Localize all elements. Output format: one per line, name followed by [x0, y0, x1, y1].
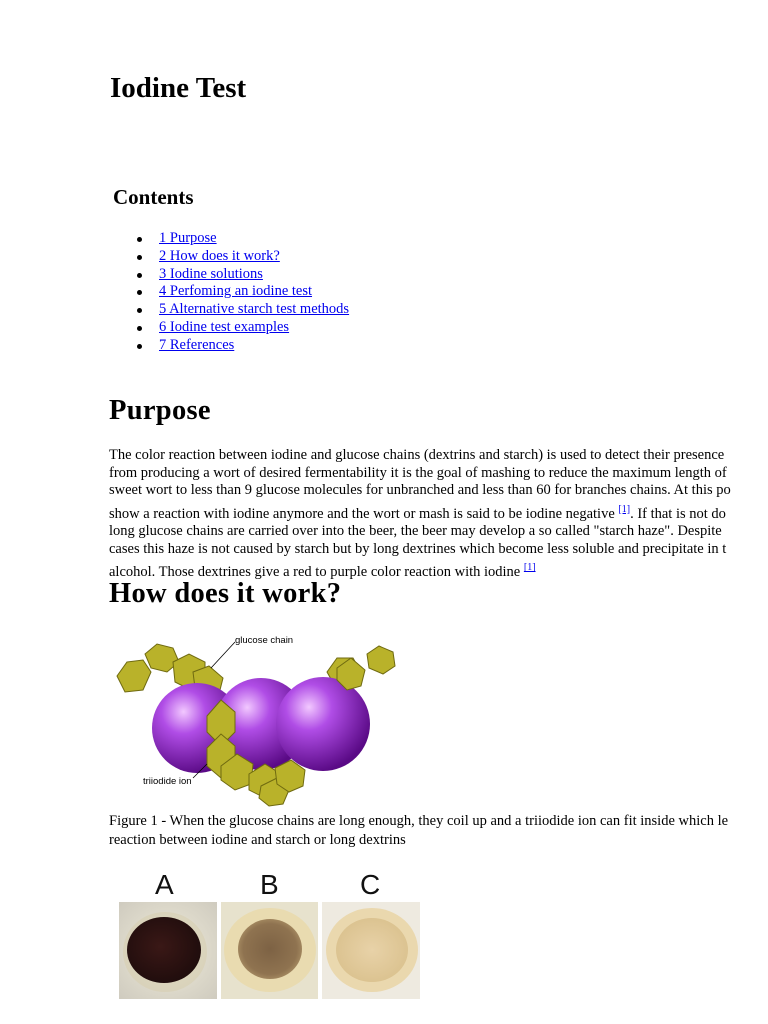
- page-title: Iodine Test: [110, 72, 247, 104]
- caption-line: reaction between iodine and starch or long dextrins: [109, 832, 406, 848]
- sample-c: [322, 902, 420, 999]
- toc-link-examples[interactable]: 6 Iodine test examples: [159, 318, 290, 335]
- sample-a: [119, 902, 217, 999]
- line-text: show a reaction with iodine anymore and the wort or mash is said to be iodine negative: [109, 505, 619, 522]
- toc-item: [110, 319, 349, 337]
- paragraph-line: cases this haze is not caused by starch but by long dextrines which become less soluble and precipitate in t: [109, 540, 727, 557]
- toc-link-performing-test[interactable]: 4 Perfoming an iodine test: [159, 283, 313, 300]
- paragraph-line: sweet wort to less than 9 glucose molecules for unbranched and less than 60 for branches chains. At this po: [109, 482, 731, 499]
- sample-label-c: C: [360, 869, 381, 900]
- sample-label-b: B: [260, 869, 279, 900]
- reference-link[interactable]: [1]: [618, 503, 631, 515]
- sample-label-a: A: [155, 869, 174, 900]
- glucose-triiodide-diagram: [109, 628, 401, 808]
- toc-link-how-does-it-work[interactable]: 2 How does it work?: [159, 247, 280, 264]
- toc-link-iodine-solutions[interactable]: 3 Iodine solutions: [159, 265, 263, 282]
- glucose-chain-label: glucose chain: [235, 635, 294, 646]
- iodine-atom: [276, 677, 370, 771]
- toc-heading: Contents: [113, 185, 194, 209]
- purpose-heading: Purpose: [109, 395, 211, 426]
- purpose-paragraph: [109, 447, 768, 582]
- sample-b: [221, 902, 318, 999]
- reference-link[interactable]: [1]: [523, 562, 536, 574]
- figure-caption: [109, 812, 728, 850]
- toc-item: [110, 266, 349, 284]
- paragraph-line: [109, 500, 768, 523]
- line-text: alcohol. Those dextrines give a red to purple color reaction with iodine: [109, 564, 524, 581]
- how-heading: How does it work?: [109, 578, 342, 609]
- toc-item: [110, 248, 349, 266]
- toc-link-references[interactable]: 7 References: [159, 336, 235, 353]
- toc-item: [110, 283, 349, 301]
- caption-line: Figure 1 - When the glucose chains are long enough, they coil up and a triiodide ion can fit inside which le: [109, 813, 729, 829]
- toc-item: [110, 337, 349, 355]
- toc-link-purpose[interactable]: 1 Purpose: [159, 230, 217, 246]
- paragraph-line: The color reaction between iodine and glucose chains (dextrins and starch) is used to detect their presence: [109, 447, 725, 463]
- table-of-contents: [110, 230, 349, 355]
- iodine-samples-photo: [110, 862, 422, 1002]
- toc-item: [110, 230, 349, 248]
- toc-link-alternative-methods[interactable]: 5 Alternative starch test methods: [159, 301, 350, 318]
- toc-item: [110, 301, 349, 319]
- paragraph-line: long glucose chains are carried over into the beer, the beer may develop a so called "starch haze". Despite: [109, 523, 722, 540]
- triiodide-ion-label: triiodide ion: [143, 776, 192, 787]
- paragraph-line: from producing a wort of desired fermentability it is the goal of mashing to reduce the maximum length of: [109, 464, 727, 481]
- line-text: . If that is not do: [630, 505, 726, 522]
